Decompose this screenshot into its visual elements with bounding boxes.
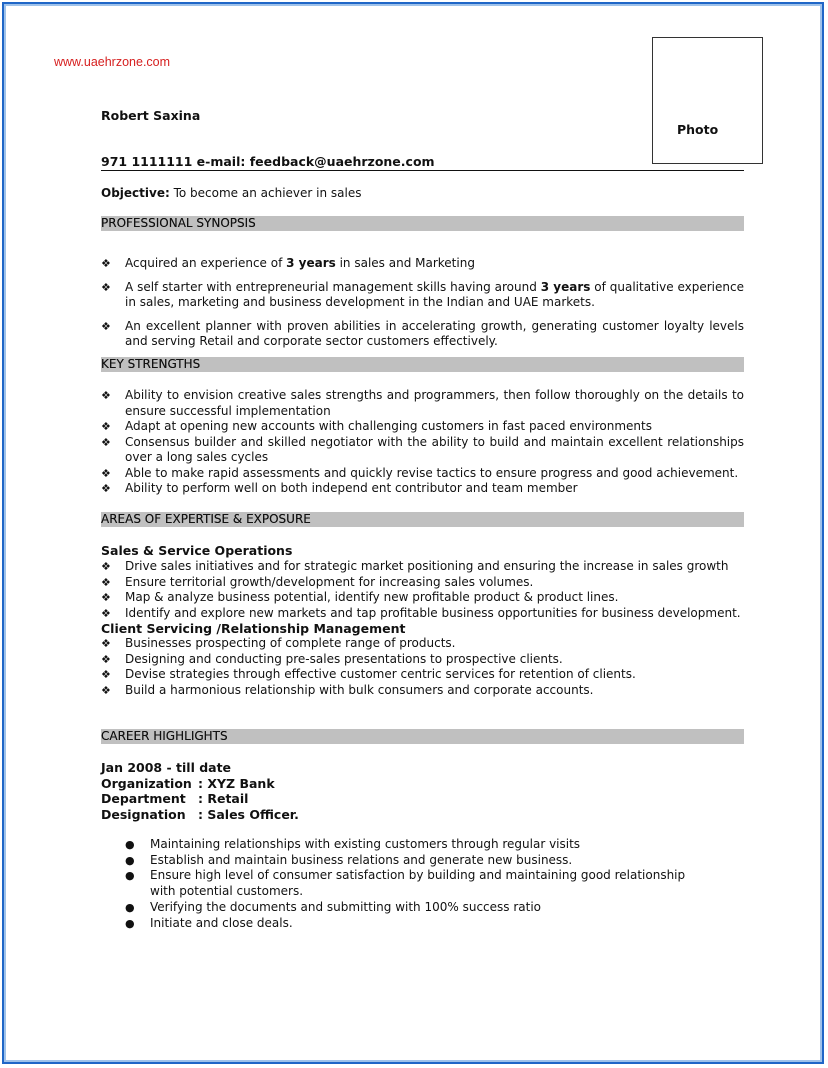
objective	[101, 186, 361, 200]
dept-value: : Retail	[198, 791, 249, 806]
item-text: Consensus builder and skilled negotiator with the ability to build and maintain excellent relationships over a long sales cycles	[125, 434, 744, 464]
item-text: Acquired an experience of	[125, 256, 287, 270]
item-text: Ability to envision creative sales strengths and programmers, then follow thoroughly on the details to ensure successful implementation	[125, 388, 744, 418]
item-text: Identify and explore new markets and tap profitable business opportunities for business development.	[125, 605, 741, 620]
list-item	[101, 652, 744, 668]
synopsis-list	[101, 256, 744, 350]
org-label: Organization	[101, 775, 192, 791]
diamond-bullet-icon: ❖	[101, 319, 111, 333]
item-text: Devise strategies through effective customer centric services for retention of clients.	[125, 667, 636, 681]
list-item	[101, 559, 744, 575]
sales-list	[101, 559, 744, 621]
diamond-bullet-icon: ❖	[101, 560, 111, 573]
desig-label: Designation	[101, 806, 186, 822]
section-heading-synopsis: PROFESSIONAL SYNOPSIS	[101, 216, 744, 231]
list-item	[101, 388, 744, 419]
diamond-bullet-icon: ❖	[101, 257, 111, 270]
diamond-bullet-icon: ❖	[101, 389, 111, 402]
dot-bullet-icon: ●	[125, 853, 135, 867]
diamond-bullet-icon: ❖	[101, 420, 111, 433]
diamond-bullet-icon: ❖	[101, 591, 111, 604]
diamond-bullet-icon: ❖	[101, 606, 111, 620]
strengths-list	[101, 388, 744, 497]
item-bold: 3 years	[286, 256, 336, 270]
subheading-client: Client Servicing /Relationship Management	[101, 621, 406, 636]
section-heading-expertise: AREAS OF EXPERTISE & EXPOSURE	[101, 512, 744, 527]
item-text: Map & analyze business potential, identify new profitable product & product lines.	[125, 590, 619, 604]
career-list	[101, 837, 744, 931]
header-divider	[101, 170, 744, 171]
list-item	[101, 900, 744, 916]
diamond-bullet-icon: ❖	[101, 280, 111, 294]
diamond-bullet-icon: ❖	[101, 575, 111, 589]
section-heading-career: CAREER HIGHLIGHTS	[101, 729, 744, 744]
item-text: A self starter with entrepreneurial management skills having around	[125, 279, 541, 294]
item-text: Adapt at opening new accounts with challenging customers in fast paced environments	[125, 419, 652, 433]
list-item	[101, 256, 744, 272]
item-text: Ensure high level of consumer satisfaction by building and maintaining good relationship with potential customers.	[150, 868, 686, 899]
item-text: Initiate and close deals.	[150, 915, 293, 930]
contact-line: 971 1111111 e-mail: feedback@uaehrzone.com	[101, 154, 435, 169]
subheading-sales: Sales & Service Operations	[101, 543, 293, 558]
diamond-bullet-icon: ❖	[101, 466, 111, 480]
list-item	[101, 916, 744, 932]
list-item	[101, 853, 744, 869]
list-item	[101, 319, 744, 350]
list-item	[101, 590, 744, 606]
list-item	[101, 419, 744, 435]
dot-bullet-icon: ●	[125, 916, 135, 930]
diamond-bullet-icon: ❖	[101, 637, 111, 650]
client-list	[101, 636, 744, 698]
item-text: Ability to perform well on both independ ent contributor and team member	[125, 481, 578, 495]
dot-bullet-icon: ●	[125, 838, 135, 851]
dept-row	[101, 791, 299, 807]
photo-label: Photo	[677, 122, 719, 137]
list-item	[101, 466, 744, 482]
candidate-name: Robert Saxina	[101, 108, 201, 123]
photo-box	[652, 37, 763, 164]
section-heading-strengths: KEY STRENGTHS	[101, 357, 744, 372]
item-text: Verifying the documents and submitting with 100% success ratio	[150, 899, 542, 914]
item-bold: 3 years	[540, 279, 591, 294]
list-item	[101, 667, 744, 683]
item-text: An excellent planner with proven abilities in accelerating growth, generating customer loyalty levels and serving Retail and corporate sector customers effectively.	[125, 318, 744, 348]
desig-value: : Sales Officer.	[198, 806, 299, 822]
dot-bullet-icon: ●	[125, 869, 135, 883]
item-text: in sales and Marketing	[335, 256, 475, 270]
diamond-bullet-icon: ❖	[101, 435, 111, 449]
list-item	[101, 280, 744, 311]
item-text: Establish and maintain business relations and generate new business.	[150, 852, 573, 867]
list-item	[101, 575, 744, 591]
list-item	[101, 868, 744, 899]
list-item	[101, 837, 744, 853]
org-value: : XYZ Bank	[198, 775, 275, 791]
item-text: Build a harmonious relationship with bulk consumers and corporate accounts.	[125, 682, 594, 697]
diamond-bullet-icon: ❖	[101, 668, 111, 681]
desig-row	[101, 807, 299, 823]
item-text: Businesses prospecting of complete range of products.	[125, 636, 456, 650]
item-text: Drive sales initiatives and for strategic market positioning and ensuring the increase in sales growth	[125, 559, 729, 573]
dot-bullet-icon: ●	[125, 900, 135, 914]
list-item	[101, 481, 744, 497]
item-text: Able to make rapid assessments and quickly revise tactics to ensure progress and good achievement.	[125, 465, 739, 480]
list-item	[101, 683, 744, 699]
objective-text: To become an achiever in sales	[173, 186, 362, 200]
diamond-bullet-icon: ❖	[101, 683, 111, 697]
dept-label: Department	[101, 791, 186, 806]
list-item	[101, 636, 744, 652]
diamond-bullet-icon: ❖	[101, 482, 111, 495]
website-url[interactable]: www.uaehrzone.com	[54, 55, 171, 69]
career-details	[101, 760, 299, 822]
item-text: Maintaining relationships with existing customers through regular visits	[150, 837, 581, 851]
item-text: Designing and conducting pre-sales presentations to prospective clients.	[125, 651, 563, 666]
career-period: Jan 2008 - till date	[101, 760, 232, 775]
item-text: of qualitative experience in sales, marketing and business development in the Indian and UAE markets.	[125, 279, 744, 309]
objective-label: Objective:	[101, 186, 170, 200]
list-item	[101, 606, 744, 622]
list-item	[101, 435, 744, 466]
diamond-bullet-icon: ❖	[101, 652, 111, 666]
item-text: Ensure territorial growth/development for increasing sales volumes.	[125, 574, 534, 589]
org-row	[101, 776, 299, 792]
